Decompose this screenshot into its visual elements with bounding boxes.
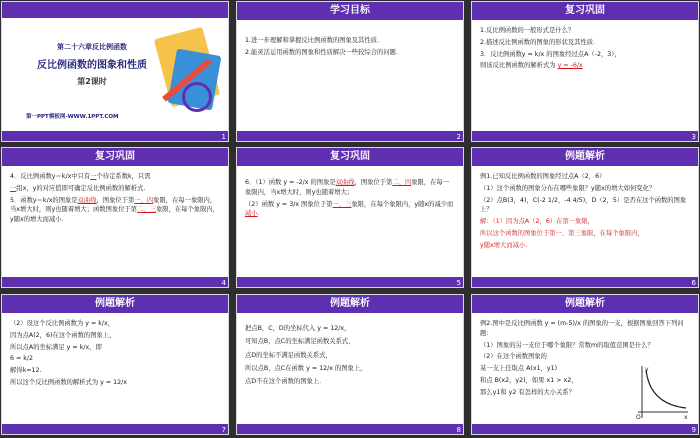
slide-body (480, 172, 690, 252)
slide-number: 5 (456, 279, 461, 287)
review-item-4-cont: 一组x，y的对应值即可确定反比例函数的解析式. (10, 184, 146, 192)
review-item-6-1: 6．（1）函数 y = -2/x 的图象是双曲线，图象位于第二、四象限，在每一象限内，当x增大时，则y也随着增大； (245, 179, 450, 196)
slide-body (10, 319, 220, 390)
example-line: （1）图象的另一支位于哪个象限？常数m的取值范围是什么？ (480, 341, 654, 349)
solution-line: 所以这个反比例函数的解析式为 y = 12/x (10, 378, 128, 386)
example-line: 和点 B(x2，y2)，如果 x1 > x2， (480, 376, 578, 384)
bottom-bar (237, 131, 463, 141)
solution-line: 点D的坐标不满足函数关系式， (245, 351, 332, 359)
slide-heading: 例题解析 (237, 295, 463, 313)
example-line: 那么y1和 y2 有怎样的大小关系？ (480, 388, 576, 396)
solution-line: 6 = k/2 (10, 355, 34, 363)
slide-thumbnail-7[interactable] (1, 294, 229, 435)
bottom-bar (2, 424, 228, 434)
solution-line: 解得k=12. (10, 367, 42, 374)
slide-heading: 复习巩固 (237, 148, 463, 166)
slide-number: 9 (691, 426, 696, 434)
solution-line: 因为点A(2，6)在这个函数的图象上， (10, 331, 116, 339)
slide-heading: 例题解析 (472, 148, 698, 166)
slide-thumbnail-5[interactable] (236, 147, 464, 288)
solution-line: 把点B，C，D的坐标代入 y = 12/x， (245, 325, 351, 332)
solution-line: 解：（1）因为点A（2，6）在第一象限， (480, 218, 594, 225)
slide-thumbnail-6[interactable] (471, 147, 699, 288)
slide-number: 2 (456, 133, 461, 141)
slide-thumbnail-3[interactable] (471, 1, 699, 142)
bottom-bar (472, 424, 698, 434)
example-line: 例2.图中是反比例函数 y = (m-5)/x 的图象的一支，根据图象回答下列问题： (480, 320, 684, 337)
lesson-title: 反比例函数的图象和性质 (37, 60, 147, 71)
chapter-title: 第二十六章反比例函数 (57, 43, 127, 51)
answer-fill: y = -6/x (557, 62, 583, 70)
axis-label-x: x (684, 414, 688, 420)
footer-text: 第一PPT模板网-WWW.1PPT.COM (26, 114, 119, 120)
bottom-bar (472, 131, 698, 141)
slide-thumbnail-8[interactable] (236, 294, 464, 435)
title-decoration (2, 2, 229, 18)
objective-line: 1.进一步理解和掌握反比例函数的图象及其性质. (245, 37, 379, 44)
example-line: （1）这个函数的图象分布在哪些象限？y随x的增大如何变化？ (480, 184, 656, 192)
solution-line: 点D不在这个函数的图象上. (245, 378, 322, 386)
origin-label: O (636, 414, 641, 420)
solution-line: y随x增大而减小. (480, 241, 528, 249)
bottom-bar (237, 424, 463, 434)
solution-line: （2）设这个反比例函数为 y = k/x， (10, 320, 115, 327)
question-line: 3．反比例函数y = k/x 的图象经过点A（-2，3）， (480, 50, 621, 58)
book-illustration (152, 22, 222, 122)
bottom-bar (237, 277, 463, 287)
slide-number: 6 (691, 279, 696, 287)
slide-heading: 例题解析 (472, 295, 698, 313)
slide-heading: 复习巩固 (472, 2, 698, 20)
review-item-4: 4．反比例函数y＝k/x中只有一个待定系数k，只需 (10, 173, 151, 180)
hyperbola-branch (646, 370, 686, 408)
slide-heading: 例题解析 (2, 295, 228, 313)
slide-body (480, 319, 684, 399)
slide-thumbnail-2[interactable] (236, 1, 464, 142)
slide-heading: 复习巩固 (2, 148, 228, 166)
slide-heading: 学习目标 (237, 2, 463, 20)
bottom-bar (2, 277, 228, 287)
question-line: 1.反比例函数的一般形式是什么？ (480, 27, 575, 34)
solution-line: 所以这个函数的图象位于第一、第三象限，在每个象限内， (480, 229, 644, 237)
example-line: （2）点B(3，4)，C(-2 1/2，-4 4/5)，D（2，5）是否在这个函数的图象上？ (480, 196, 687, 214)
example-line: 例1.已知反比例函数的图象经过点A（2，6） (480, 173, 606, 180)
slide-thumbnail-1[interactable] (1, 1, 229, 142)
slide-number: 4 (221, 279, 226, 287)
slide-body (480, 26, 690, 73)
hyperbola-graph (634, 364, 690, 420)
slide-body (245, 178, 455, 221)
axis-label-y: y (645, 366, 649, 373)
question-line: 2.描述反比例函数的图象的形状及其性质. (480, 38, 596, 46)
slide-body (10, 172, 220, 227)
example-line: （2）在这个函数图象的 (480, 353, 547, 361)
bottom-bar (2, 131, 228, 141)
example-line: 某一支上任取点 A(x1，y1) (480, 365, 558, 372)
slide-number: 1 (221, 133, 226, 141)
lesson-number: 第2课时 (77, 77, 107, 86)
slide-body (245, 36, 455, 60)
slide-thumbnail-4[interactable] (1, 147, 229, 288)
solution-line: 所以点A的坐标满足 y = k/x，即 (10, 343, 102, 351)
solution-line: 可知点B，点C的坐标满足函数关系式， (245, 338, 355, 346)
review-item-5: 5．函数y＝k/x的图象是双曲线，图象位于第一、四象限，在每一象限内，当x增大时，则y也随着增大；函数图象位于第二、三象限，在每个象限内，y随x的增大而减小. (10, 196, 219, 223)
slide-number: 7 (221, 426, 226, 434)
slide-thumbnail-9[interactable] (471, 294, 699, 435)
objective-line: 2.能灵活运用函数的图象和性质解决一些较综合的问题. (245, 48, 398, 56)
question-line: 则该反比例函数的解析式为 y = -6/x (480, 62, 583, 70)
slide-body (245, 323, 455, 390)
review-item-6-2: （2）函数 y = 3/x 图象位于第一、三象限，在每个象限内，y随x的减少而减小. (245, 200, 454, 218)
bottom-bar (472, 277, 698, 287)
solution-line: 所以点B，点C在函数 y = 12/x 的图象上， (245, 364, 367, 372)
slide-number: 8 (456, 426, 461, 434)
slide-number: 3 (691, 133, 696, 141)
